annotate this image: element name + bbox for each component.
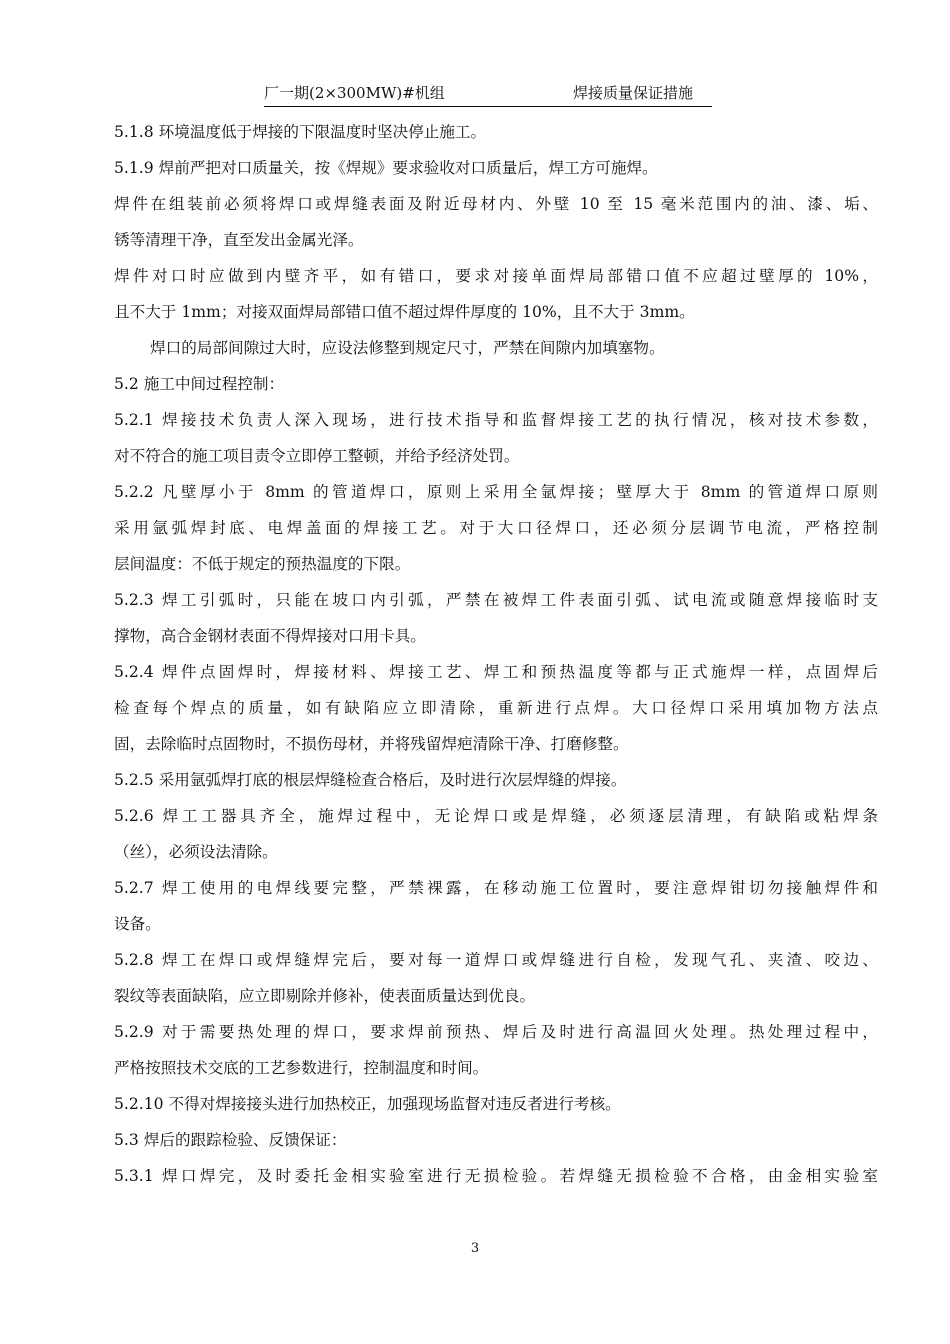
text-line: 5.2.9 对于需要热处理的焊口，要求焊前预热、焊后及时进行高温回火处理。热处理过程中， (114, 1023, 878, 1041)
text-line: 设备。 (114, 915, 161, 933)
text-line: 5.2.6 焊工工器具齐全，施焊过程中，无论焊口或是焊缝，必须逐层清理，有缺陷或粘焊条 (114, 807, 878, 825)
text-line: 层间温度：不低于规定的预热温度的下限。 (114, 555, 411, 573)
text-line: 焊件在组装前必须将焊口或焊缝表面及附近母材内、外壁 10 至 15 毫米范围内的油、漆、垢、 (114, 195, 878, 213)
text-line: 5.2.2 凡壁厚小于 8mm 的管道焊口，原则上采用全氩焊接；壁厚大于 8mm 的管道焊口原则 (114, 483, 878, 501)
page-header (264, 82, 712, 107)
text-line: 焊口的局部间隙过大时，应设法修整到规定尺寸，严禁在间隙内加填塞物。 (150, 339, 665, 357)
text-line: 5.2.5 采用氩弧焊打底的根层焊缝检查合格后，及时进行次层焊缝的焊接。 (114, 771, 627, 789)
text-line: 5.2.4 焊件点固焊时，焊接材料、焊接工艺、焊工和预热温度等都与正式施焊一样，点固焊后 (114, 663, 878, 681)
text-line: 5.2.1 焊接技术负责人深入现场，进行技术指导和监督焊接工艺的执行情况，核对技术参数， (114, 411, 878, 429)
text-line: 对不符合的施工项目责令立即停工整顿，并给予经济处罚。 (114, 447, 520, 465)
text-line: 5.2.3 焊工引弧时，只能在坡口内引弧，严禁在被焊工件表面引弧、试电流或随意焊接临时支 (114, 591, 878, 609)
text-line: 5.2.8 焊工在焊口或焊缝焊完后，要对每一道焊口或焊缝进行自检，发现气孔、夹渣、咬边、 (114, 951, 878, 969)
header-document-title: 焊接质量保证措施 (573, 84, 694, 102)
text-line: 采用氩弧焊封底、电焊盖面的焊接工艺。对于大口径焊口，还必须分层调节电流，严格控制 (114, 519, 878, 537)
text-line: 5.3.1 焊口焊完，及时委托金相实验室进行无损检验。若焊缝无损检验不合格，由金相实验室 (114, 1167, 878, 1185)
text-line: 5.2.10 不得对焊接接头进行加热校正，加强现场监督对违反者进行考核。 (114, 1095, 621, 1113)
text-line: 撑物，高合金钢材表面不得焊接对口用卡具。 (114, 627, 426, 645)
page-number: 3 (470, 1241, 480, 1256)
text-line: 焊件对口时应做到内壁齐平，如有错口，要求对接单面焊局部错口值不应超过壁厚的 10%， (114, 267, 878, 285)
text-line: 5.2.7 焊工使用的电焊线要完整，严禁裸露，在移动施工位置时，要注意焊钳切勿接触焊件和 (114, 879, 878, 897)
text-line: 5.1.9 焊前严把对口质量关，按《焊规》要求验收对口质量后，焊工方可施焊。 (114, 159, 658, 177)
text-line: 裂纹等表面缺陷，应立即剔除并修补，使表面质量达到优良。 (114, 987, 536, 1005)
text-line: 固，去除临时点固物时，不损伤母材，并将残留焊疤清除干净、打磨修整。 (114, 735, 629, 753)
text-line: 严格按照技术交底的工艺参数进行，控制温度和时间。 (114, 1059, 489, 1077)
document-body (114, 117, 878, 1197)
text-line: 5.1.8 环境温度低于焊接的下限温度时坚决停止施工。 (114, 123, 487, 141)
text-line: 5.2 施工中间过程控制： (114, 375, 285, 393)
text-line: （丝），必须设法清除。 (114, 843, 278, 861)
header-project-title: 厂一期(2×300MW)#机组 (264, 84, 445, 102)
text-line: 且不大于 1mm；对接双面焊局部错口值不超过焊件厚度的 10%，且不大于 3mm。 (114, 303, 695, 321)
text-line: 锈等清理干净，直至发出金属光泽。 (114, 231, 364, 249)
text-line: 5.3 焊后的跟踪检验、反馈保证： (114, 1131, 347, 1149)
text-line: 检查每个焊点的质量，如有缺陷应立即清除，重新进行点焊。大口径焊口采用填加物方法点 (114, 699, 878, 717)
